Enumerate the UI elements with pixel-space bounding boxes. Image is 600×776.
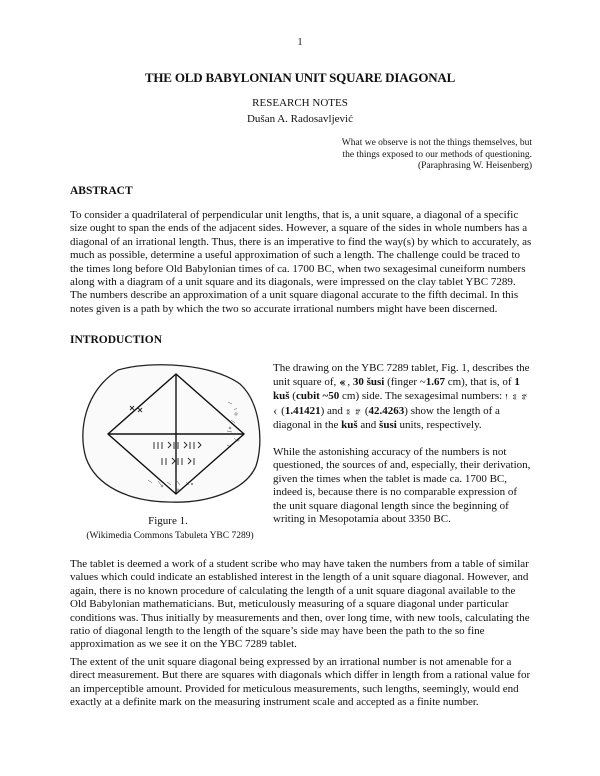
cuneiform-number-1: 𒁹 𒐏 𒐐 𒌋 [273,393,529,416]
abstract-heading: ABSTRACT [70,185,133,197]
figure-caption: Figure 1. [148,515,188,527]
introduction-heading: INTRODUCTION [70,334,163,346]
cuneiform-thirty: 𒌍 [338,378,348,387]
intro-side-paragraph-1: The drawing on the YBC 7289 tablet, Fig. 1, describes the unit square of, 𒌍, 30 šusi (finger ~1.67 cm), that is, of 1 kuš (cubit ~50 cm) side. The sexagesimal numbers: 𒁹 𒐏 𒐐 𒌋 (1.41421) and 𒐏 𒐐 (42.4263) show the length of a diagonal in the kuš and šusi units, respectively. [273,362,530,431]
author-name: Dušan A. Radosavljević [246,113,353,125]
figure-credit: (Wikimedia Commons Tabuleta YBC 7289) [86,531,254,541]
intro-side-paragraph-2: While the astonishing accuracy of the numbers is not questioned, the sources of and, especially, their derivation, given the times when the tablet is made ca. 1700 BC, indeed is, because there is no comparable expression of the unit square diagonal length since the beginning of writing in Mesopotamia about 3350 BC. [273,445,531,525]
epigraph-attribution: (Paraphrasing W. Heisenberg) [417,161,532,171]
page-number: 1 [297,37,303,48]
intro-paragraph-4: The extent of the unit square diagonal being expressed by an irrational number is not amenable for a direct measurement. But there are squares with diagonals which differ in length from a rational value for an imperceptible amount. Provided for meticulous measurements, such lengths, seemingly, would end exactly at a definite mark on the measuring instrument scale and accepted as a finite number. [70,656,531,709]
epigraph-line-1: What we observe is not the things themselves, but [341,138,532,148]
paper-title: THE OLD BABYLONIAN UNIT SQUARE DIAGONAL [144,70,456,85]
abstract-text [70,209,532,316]
paper-subtitle: RESEARCH NOTES [252,97,348,109]
epigraph-line-2: the things exposed to our methods of questioning. [342,149,532,160]
intro-paragraph-3: The tablet is deemed a work of a student scribe who may have taken the numbers from a table of similar values which could indicate an established interest in the length of a unit square diagonal. However, and again, there is no known procedure of calculating the length of a unit square diagonal available to the Old Babylonian mathematicians. But, meticulously measuring of a square diagonal under particular conditions was. Thus initially by measurements and then, over long time, with new tools, calculating the ratio of diagonal length to the length of the square’s side may have been the path to the so fine approximation as we see it on the YBC 7289 tablet. [70,558,530,651]
abstract-paragraph: To consider a quadrilateral of perpendicular unit lengths, that is, a unit square, a diagonal of a specific size ought to span the ends of the adjacent sides. However, a square of the sides in whole numbers has a diagonal of an irrational length. Thus, there is an imperative to find the way(s) by which to accurately, as much as possible, determine a useful approximation of such a length. The challenge could be traced to the times long before Old Babylonian times of ca. 1700 BC, when two sexagesimal cuneiform numbers along with a diagram of a unit square and its diagonals, were impressed on the clay tablet YBC 7289. The numbers describe an approximation of a unit square diagonal accurate to the fifth decimal. In this notes given is a path by which the two so accurate irrational numbers might have been discerned. [70,209,532,315]
ybc7289-tablet-figure [78,362,264,504]
cuneiform-number-2: 𒐏 𒐐 [345,407,363,416]
intro-side-text [273,362,533,527]
epigraph [300,138,532,173]
